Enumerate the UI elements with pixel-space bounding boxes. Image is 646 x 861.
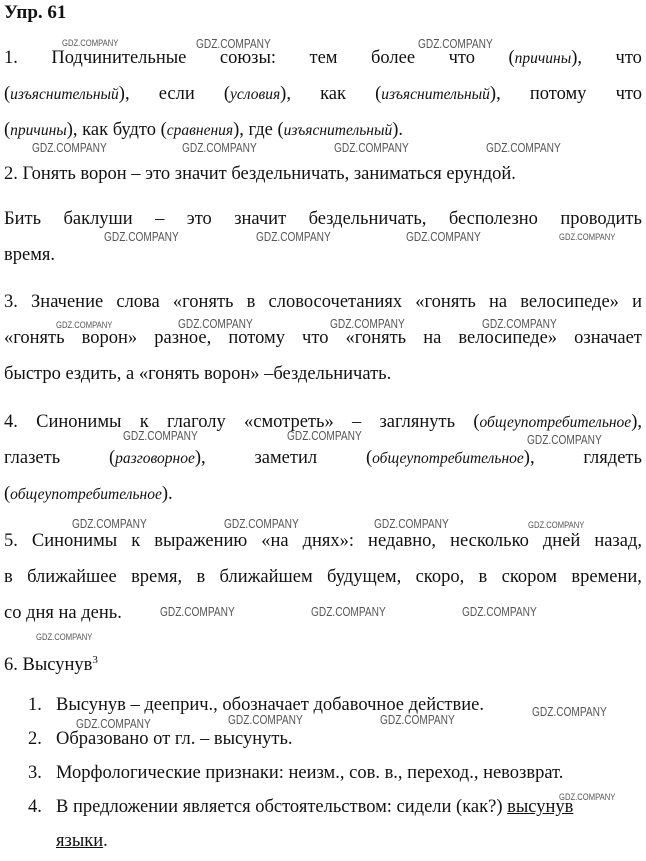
paren: ( [508,48,515,68]
watermark: GDZ.COMPANY [36,632,93,642]
p4-line-3: быстро ездить, а «гонять ворон» –бездельничать. [4,364,392,384]
p6-line-3: со дня на день. [4,603,122,623]
p4-line-1 [4,284,642,320]
word: глаголу [167,412,226,432]
word: разное, [154,328,212,348]
word: недавно, [368,531,437,551]
paren: ), [118,84,130,104]
underlined-word: высунув [507,797,574,817]
watermark: GDZ.COMPANY [287,428,362,443]
paragraph-1 [4,40,642,148]
word: днях»: [302,531,355,551]
word: ворон» [81,328,138,348]
p1-paren-group [224,76,291,112]
italic-note: сравнения [166,122,234,139]
word: – [155,209,165,229]
word: потому [228,328,285,348]
italic-note: изъяснительный [283,122,393,139]
word: ближайшее [27,567,117,587]
word: времени, [571,567,642,587]
p2-line-1: 2. Гонять ворон – это значит бездельничать, заниматься ерундой. [4,164,516,184]
p1-word: тем [309,48,338,68]
word: «гонять [345,328,407,348]
p1-paren-group [375,76,501,112]
word: дней [542,531,581,551]
watermark: GDZ.COMPANY [528,520,585,530]
watermark: GDZ.COMPANY [228,712,303,727]
text: ), как будто ( [66,120,167,140]
word: «гонять [172,292,234,312]
paren: ( [223,84,231,104]
word: заметил [254,448,318,468]
watermark: GDZ.COMPANY [256,229,331,244]
italic-note: изъяснительный [381,86,490,103]
list-number: 4. [28,797,42,817]
paragraph-2 [4,156,642,192]
word: означает [574,328,642,348]
p1-num: 1. [4,48,18,68]
word: – [351,412,362,432]
italic-note: изъяснительный [10,86,119,103]
watermark: GDZ.COMPANY [486,140,561,155]
word: ближайшем [219,567,313,587]
watermark: GDZ.COMPANY [374,516,449,531]
list-number: 1. [28,695,42,715]
word: время, [131,567,183,587]
watermark: GDZ.COMPANY [76,716,151,731]
word: в [4,567,13,587]
list-item-continuation [28,824,642,858]
paren: ( [4,84,11,104]
paragraph-4 [4,284,642,392]
underlined-word: языки [56,831,104,851]
word: на [489,292,508,312]
p5-line-3: (общеупотребительное). [4,484,173,504]
word: несколько [450,531,529,551]
paren-group: (разговорное), [108,448,206,468]
p3-line-2: время. [4,245,56,265]
word: скором [501,567,557,587]
paren: ( [4,120,11,140]
paren: ( [375,84,382,104]
watermark: GDZ.COMPANY [178,316,253,331]
italic-note: причины [514,50,572,67]
watermark: GDZ.COMPANY [224,516,299,531]
list-text: Высунув – дееприч., обозначает добавочное действие. [56,695,484,715]
paren-group: (общеупотребительное), [365,448,535,468]
heading-text: 6. Высунув [4,655,93,676]
word: к [139,412,149,432]
word: и [632,292,642,312]
p1-word: союзы: [219,48,277,68]
word: велосипеде» [520,292,619,312]
word: 4. [4,412,18,432]
word: в [478,567,488,587]
word: значит [234,209,287,229]
watermark: GDZ.COMPANY [334,140,409,155]
p1-word: более [371,48,416,68]
watermark: GDZ.COMPANY [196,36,271,51]
word: скоро, [415,567,465,587]
italic-note: общеупотребительное [479,414,632,431]
watermark: GDZ.COMPANY [56,320,113,330]
p1-word: как [320,84,346,104]
word: баклуши [63,209,133,229]
list-text: Образовано от гл. – высунуть. [56,729,293,749]
italic-note: общеупотребительное [372,450,524,467]
watermark: GDZ.COMPANY [311,604,386,619]
watermark: GDZ.COMPANY [532,704,607,719]
list-text: Морфологические признаки: неизм., сов. в., переход., невозврат. [56,763,564,783]
word: глазеть [4,448,61,468]
watermark: GDZ.COMPANY [406,229,481,244]
p1-word: потому [529,84,587,104]
paragraph-5 [4,404,642,512]
paragraph-7 [4,642,642,678]
watermark: GDZ.COMPANY [123,428,198,443]
list-text: В предложении является обстоятельством: сидели (как?) [56,797,503,817]
list-number: 2. [28,729,42,749]
word: на [423,328,442,348]
superscript: 3 [92,654,98,666]
italic-note: разговорное [115,450,195,467]
watermark: GDZ.COMPANY [527,432,602,447]
word: назад, [594,531,642,551]
word: велосипеде» [458,328,558,348]
word: Синонимы [36,412,122,432]
paren: ), [571,48,583,68]
watermark: GDZ.COMPANY [559,792,616,802]
word: бесполезно [448,209,538,229]
word: словосочетаниях [268,292,403,312]
watermark: GDZ.COMPANY [482,316,557,331]
p1-word: если [158,84,195,104]
word: «гонять [415,292,476,312]
paren-group: (общеупотребительное), [473,412,642,432]
word: «смотреть» [243,412,334,432]
list-item [28,756,642,790]
list-number: 3. [28,763,42,783]
word: заглянуть [379,412,456,432]
exercise-title: Упр. 61 [4,2,67,23]
p1-paren-group [4,76,130,112]
watermark: GDZ.COMPANY [104,229,179,244]
paren: ), [489,84,501,104]
watermark: GDZ.COMPANY [380,712,455,727]
word: Бить [4,209,42,229]
watermark: GDZ.COMPANY [32,140,107,155]
word: проводить [560,209,642,229]
p1-word: Подчинительные [51,48,187,68]
list-item [28,790,642,824]
watermark: GDZ.COMPANY [160,604,235,619]
word: выражению [154,531,248,551]
text: ), где ( [233,120,284,140]
paren: ), [280,84,291,104]
word: «гонять [4,328,65,348]
word: это [186,209,212,229]
word: 3. [4,292,18,312]
watermark: GDZ.COMPANY [72,516,147,531]
italic-note: условия [230,86,281,103]
word: в [246,292,256,312]
word: слова [116,292,160,312]
word: в [196,567,206,587]
word: «на [261,531,289,551]
word: что [302,328,329,348]
p1-word: что [615,84,642,104]
italic-note: общеупотребительное [10,486,162,503]
text: ). [392,120,404,140]
word: будущем, [327,567,402,587]
p7-heading [4,642,642,678]
word: глядеть [583,448,642,468]
word: к [131,531,141,551]
watermark: GDZ.COMPANY [182,140,257,155]
italic-note: причины [10,122,67,139]
word: Синонимы [31,531,118,551]
text: . [103,831,108,851]
p1-word: что [615,48,642,68]
word: бездельничать, [308,209,427,229]
word: Значение [31,292,104,312]
p1-word: что [448,48,475,68]
p1-paren-group [508,40,582,76]
watermark: GDZ.COMPANY [462,604,537,619]
watermark: GDZ.COMPANY [418,36,493,51]
watermark: GDZ.COMPANY [62,38,119,48]
watermark: GDZ.COMPANY [559,232,616,242]
p6-line-2 [4,559,642,595]
watermark: GDZ.COMPANY [330,316,405,331]
p1-line-2 [4,76,642,112]
word: 5. [4,531,18,551]
